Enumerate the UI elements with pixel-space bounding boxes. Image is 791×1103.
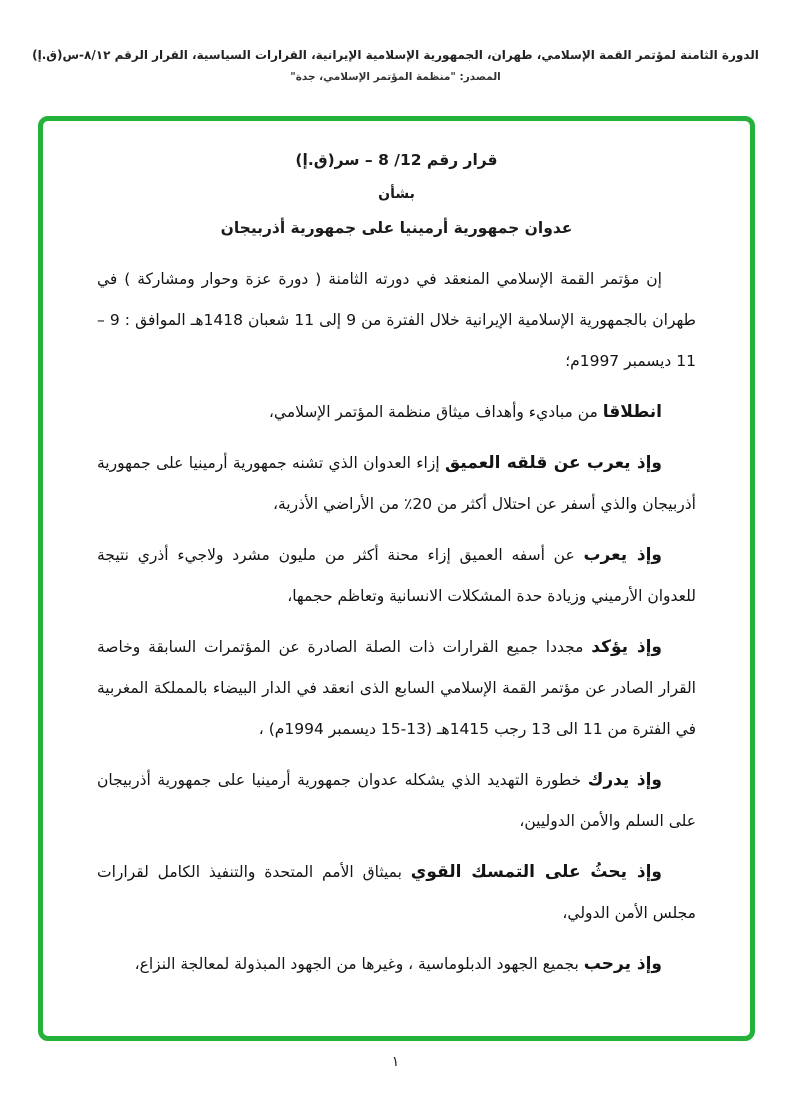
paragraph-proceeding <box>97 392 696 433</box>
paragraph-deep-concern <box>97 443 696 525</box>
paragraph-preamble <box>97 259 696 382</box>
header-citation: الدورة الثامنة لمؤتمر القمة الإسلامي، طهران، الجمهورية الإسلامية الإيرانية، القرارات السياسية، القرار الرقم ٨/١٢-س(ق.إ) <box>32 48 759 62</box>
paragraph-text: خطورة التهديد الذي يشكله عدوان جمهورية أرمينيا على جمهورية أذربيجان على السلم والأمن الدوليين، <box>97 771 696 830</box>
resolution-number-title: قرار رقم 12/ 8 – سر(ق.إ) <box>295 151 498 169</box>
paragraph-lead: وإذ يدرك <box>587 770 662 790</box>
paragraph-lead: وإذ يحثُ على التمسك القوي <box>410 862 662 882</box>
paragraph-lead: وإذ يعرب <box>583 545 662 565</box>
resolution-subject-title: عدوان جمهورية أرمينيا على جمهورية أذربيجان <box>220 219 573 237</box>
paragraph-lead: وإذ يعرب عن قلقه العميق <box>444 453 662 473</box>
paragraph-text: مجددا جميع القرارات ذات الصلة الصادرة عن المؤتمرات السابقة وخاصة القرار الصادر عن مؤتمر القمة الإسلامي السابع الذى انعقد في الدار البيضاء بالمملكة المغربية في الفترة من 11 الى 13 رجب 1415هـ (13-15 ديسمبر 1994م) ، <box>97 638 696 738</box>
paragraph-lead: وإذ يرحب <box>583 954 662 974</box>
paragraph-text: بميثاق الأمم المتحدة والتنفيذ الكامل لقرارات مجلس الأمن الدولي، <box>97 863 696 922</box>
document-body <box>43 121 750 1036</box>
paragraph-reaffirming <box>97 627 696 750</box>
paragraph-lead: انطلاقا <box>602 402 662 422</box>
paragraph-text: بجميع الجهود الدبلوماسية ، وغيرها من الجهود المبذولة لمعالجة النزاع، <box>134 955 584 973</box>
paragraph-lead: وإذ يؤكد <box>591 637 662 657</box>
page-header <box>0 0 791 83</box>
regarding-label: بشأن <box>378 186 415 202</box>
paragraph-urging-adherence <box>97 852 696 934</box>
paragraph-text: عن أسفه العميق إزاء محنة أكثر من مليون مشرد ولاجيء أذري نتيجة للعدوان الأرميني وزيادة حدة المشكلات الانسانية وتعاظم حجمها، <box>97 546 696 605</box>
paragraph-deep-regret <box>97 535 696 617</box>
header-source: المصدر: "منظمة المؤتمر الإسلامي، جدة" <box>290 71 501 83</box>
paragraph-text: إزاء العدوان الذي تشنه جمهورية أرمينيا على جمهورية أذربيجان والذي أسفر عن احتلال أكثر من 20٪ من الأراضي الأذرية، <box>97 454 696 513</box>
paragraph-aware-of-threat <box>97 760 696 842</box>
paragraph-text: إن مؤتمر القمة الإسلامي المنعقد في دورته الثامنة ( دورة عزة وحوار ومشاركة ) في طهران بالجمهورية الإسلامية الإيرانية خلال الفترة من 9 إلى 11 شعبان 1418هـ الموافق : 9 – 11 ديسمبر 1997م؛ <box>97 270 697 370</box>
paragraph-welcoming-efforts <box>97 944 696 985</box>
paragraph-text: من مباديء وأهداف ميثاق منظمة المؤتمر الإسلامي، <box>268 403 603 421</box>
page-number: ١ <box>391 1054 400 1070</box>
title-block <box>97 151 696 237</box>
document-green-frame <box>38 116 755 1041</box>
